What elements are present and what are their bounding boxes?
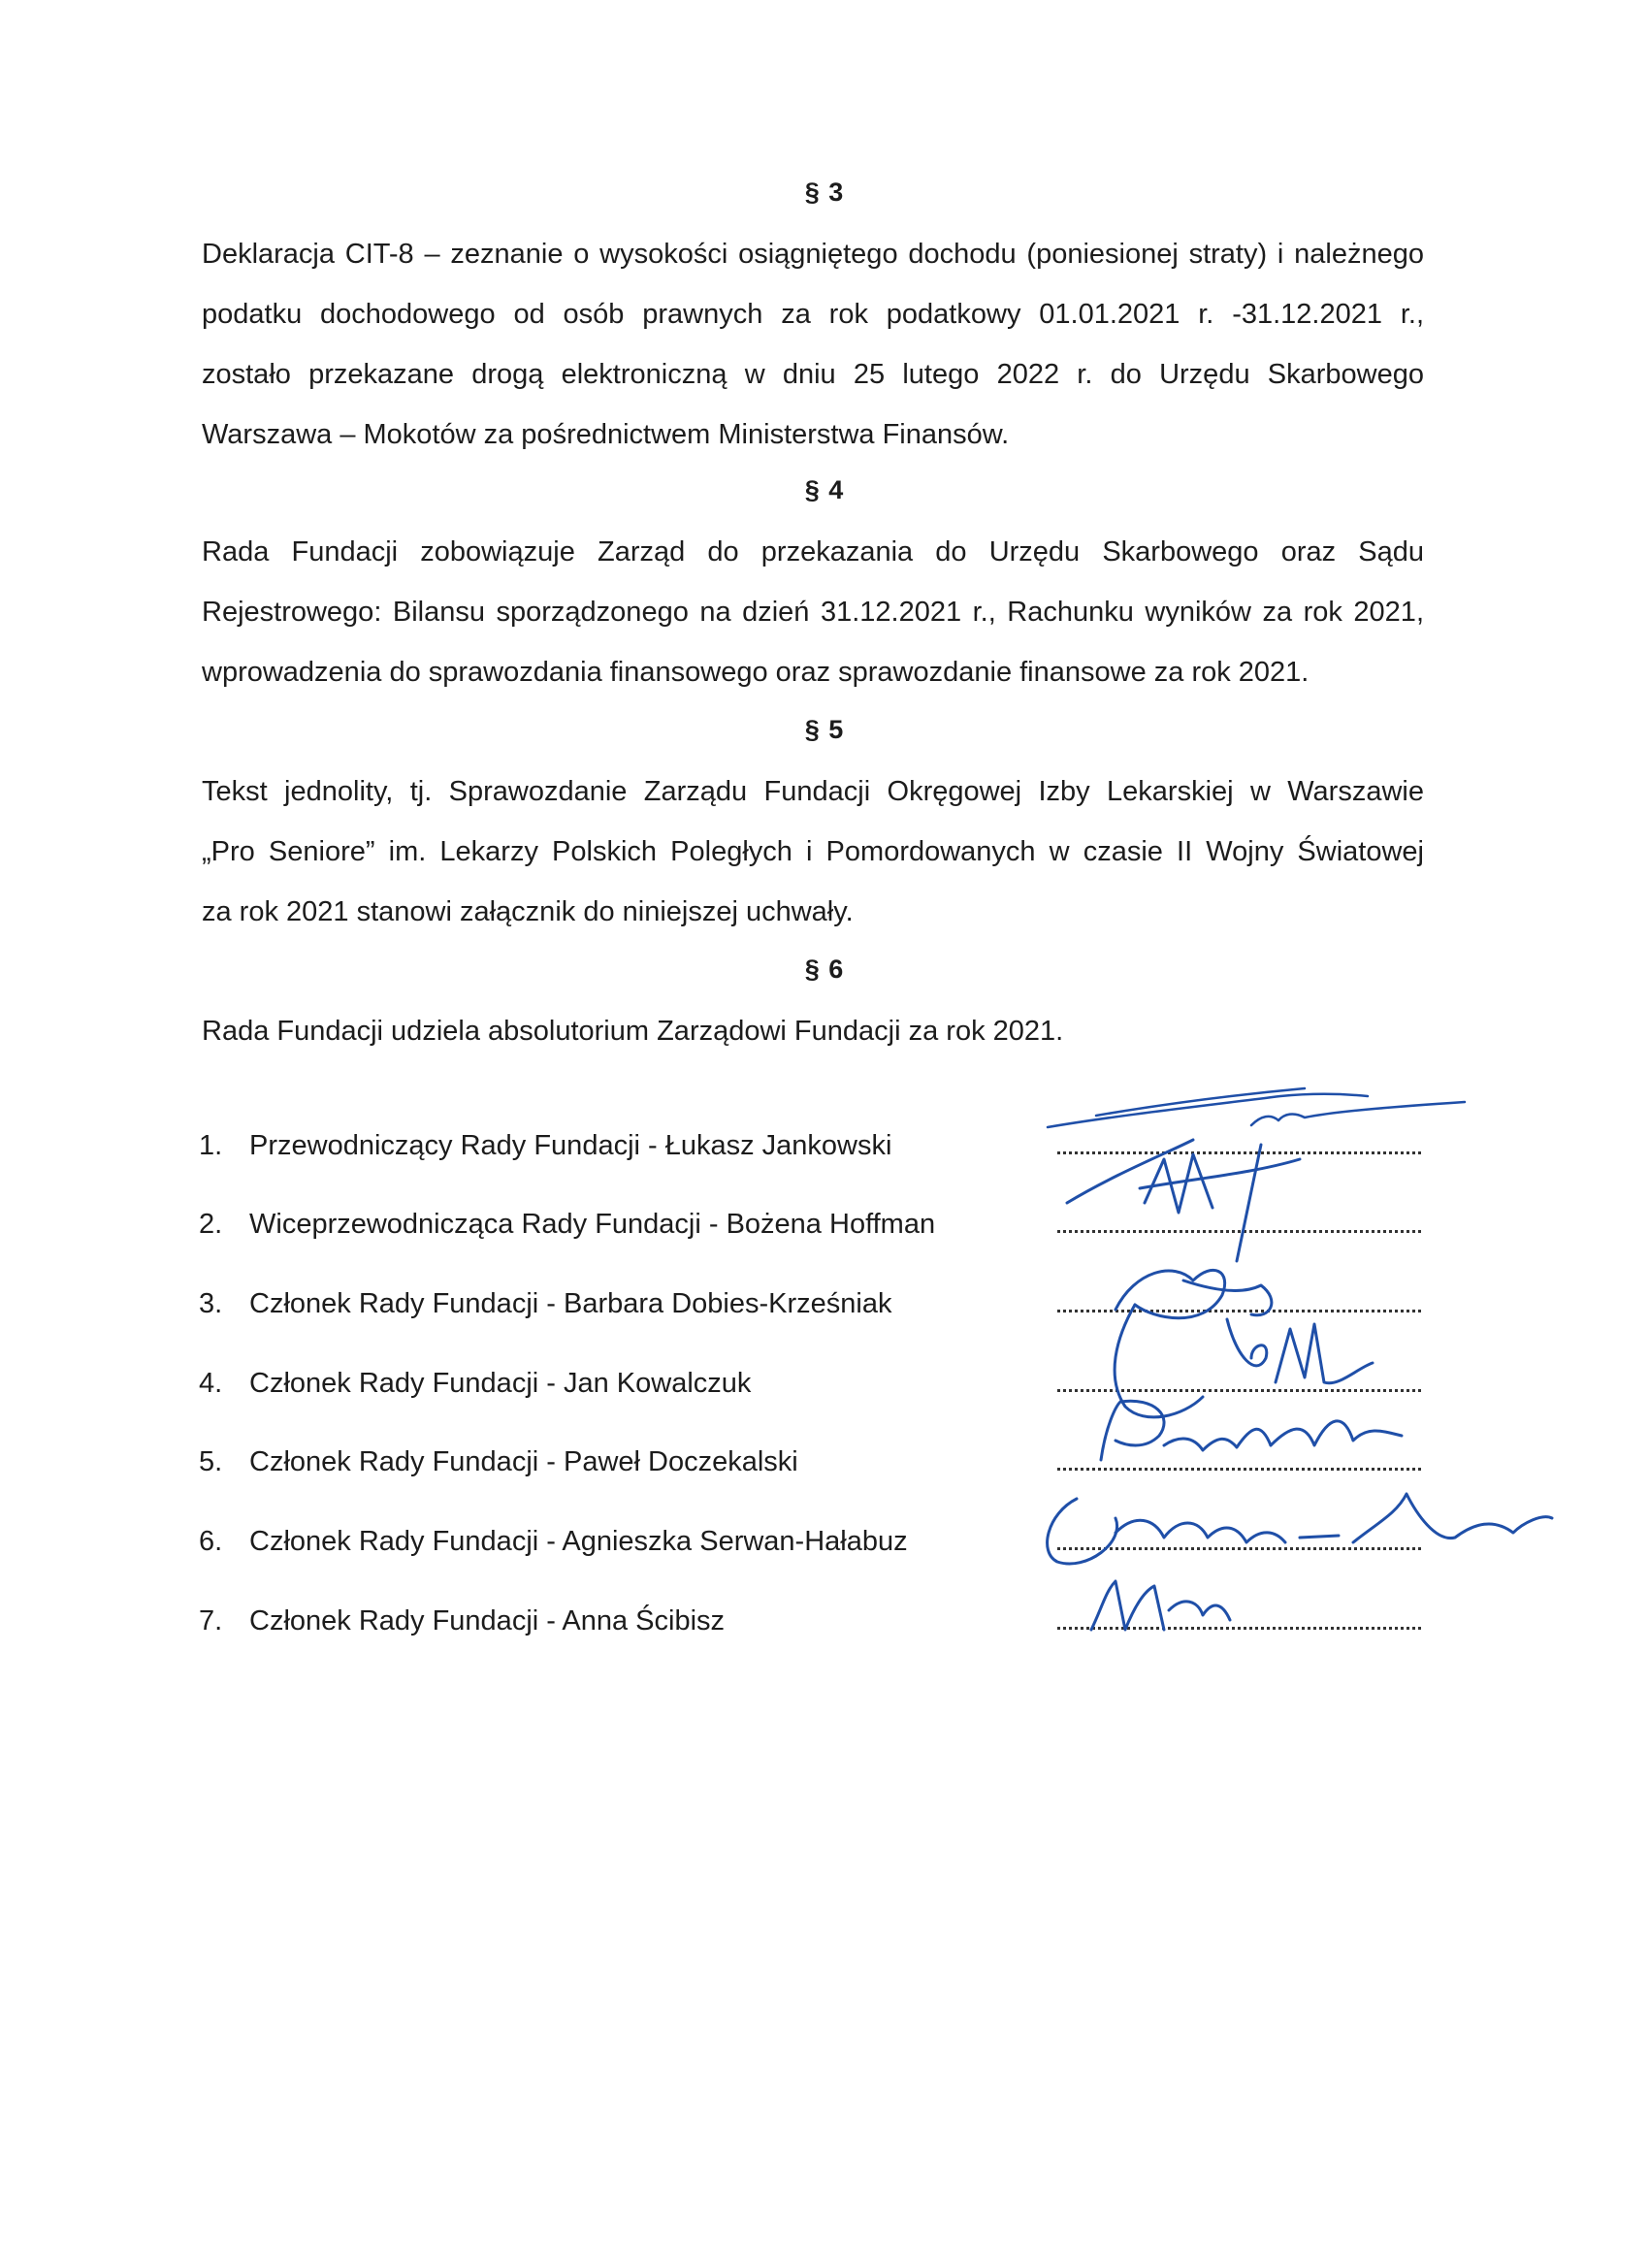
signature-line [1057, 1230, 1421, 1233]
section-3-heading: § 3 [804, 178, 845, 207]
section-4-line-1: Rada Fundacji zobowiązuje Zarząd do przekazania do Urzędu Skarbowego oraz Sądu [202, 536, 1424, 567]
signatory-name: Członek Rady Fundacji - Agnieszka Serwan-Hałabuz [249, 1526, 908, 1557]
signatory-number: 5. [199, 1446, 223, 1477]
section-5-line-2: „Pro Seniore” im. Lekarzy Polskich Poległych i Pomordowanych w czasie II Wojny Światowej [202, 836, 1424, 867]
section-6-heading: § 6 [804, 955, 845, 984]
section-5-line-1: Tekst jednolity, tj. Sprawozdanie Zarządu Fundacji Okręgowej Izby Lekarskiej w Warszawie [202, 776, 1424, 807]
section-4-heading: § 4 [804, 475, 845, 504]
section-5-line-3: za rok 2021 stanowi załącznik do niniejszej uchwały. [202, 896, 854, 927]
signatory-number: 3. [199, 1288, 223, 1319]
signatory-name: Członek Rady Fundacji - Barbara Dobies-Krześniak [249, 1288, 892, 1319]
section-3-line-1: Deklaracja CIT-8 – zeznanie o wysokości osiągniętego dochodu (poniesionej straty) i należnego [202, 239, 1424, 270]
signatory-name: Członek Rady Fundacji - Anna Ścibisz [249, 1605, 726, 1636]
signatory-row [199, 1209, 1421, 1247]
section-3-line-4: Warszawa – Mokotów za pośrednictwem Ministerstwa Finansów. [202, 419, 1010, 450]
signatory-name: Członek Rady Fundacji - Jan Kowalczuk [249, 1368, 752, 1399]
signature-line [1057, 1389, 1421, 1392]
signatory-number: 6. [199, 1526, 223, 1557]
signatory-number: 7. [199, 1605, 223, 1636]
section-6-line-1: Rada Fundacji udziela absolutorium Zarządowi Fundacji za rok 2021. [202, 1016, 1064, 1047]
section-3-line-3: zostało przekazane drogą elektroniczną w dniu 25 lutego 2022 r. do Urzędu Skarbowego [202, 359, 1424, 390]
signature-1-ink [1048, 1088, 1465, 1127]
signature-line [1057, 1468, 1421, 1471]
signatory-number: 2. [199, 1209, 223, 1240]
signatory-name: Wiceprzewodnicząca Rady Fundacji - Bożena Hoffman [249, 1209, 936, 1240]
signatory-name: Członek Rady Fundacji - Paweł Doczekalski [249, 1446, 798, 1477]
signatory-number: 4. [199, 1368, 223, 1399]
section-4-line-2: Rejestrowego: Bilansu sporządzonego na dzień 31.12.2021 r., Rachunku wyników za rok 2021, [202, 597, 1424, 628]
section-5-heading: § 5 [804, 715, 845, 744]
section-3-line-2: podatku dochodowego od osób prawnych za rok podatkowy 01.01.2021 r. -31.12.2021 r., [202, 299, 1424, 330]
signature-line [1057, 1547, 1421, 1550]
section-4-line-3: wprowadzenia do sprawozdania finansowego oraz sprawozdanie finansowe za rok 2021. [202, 657, 1310, 688]
signatory-row [199, 1130, 1421, 1169]
signatory-row [199, 1605, 1421, 1644]
signature-line [1057, 1310, 1421, 1312]
signatory-number: 1. [199, 1130, 223, 1161]
signatory-name: Przewodniczący Rady Fundacji - Łukasz Jankowski [249, 1130, 892, 1161]
signatory-row [199, 1288, 1421, 1327]
signature-line [1057, 1627, 1421, 1630]
signatory-row [199, 1368, 1421, 1407]
signature-line [1057, 1151, 1421, 1154]
signatory-row [199, 1526, 1421, 1565]
signatory-row [199, 1446, 1421, 1485]
